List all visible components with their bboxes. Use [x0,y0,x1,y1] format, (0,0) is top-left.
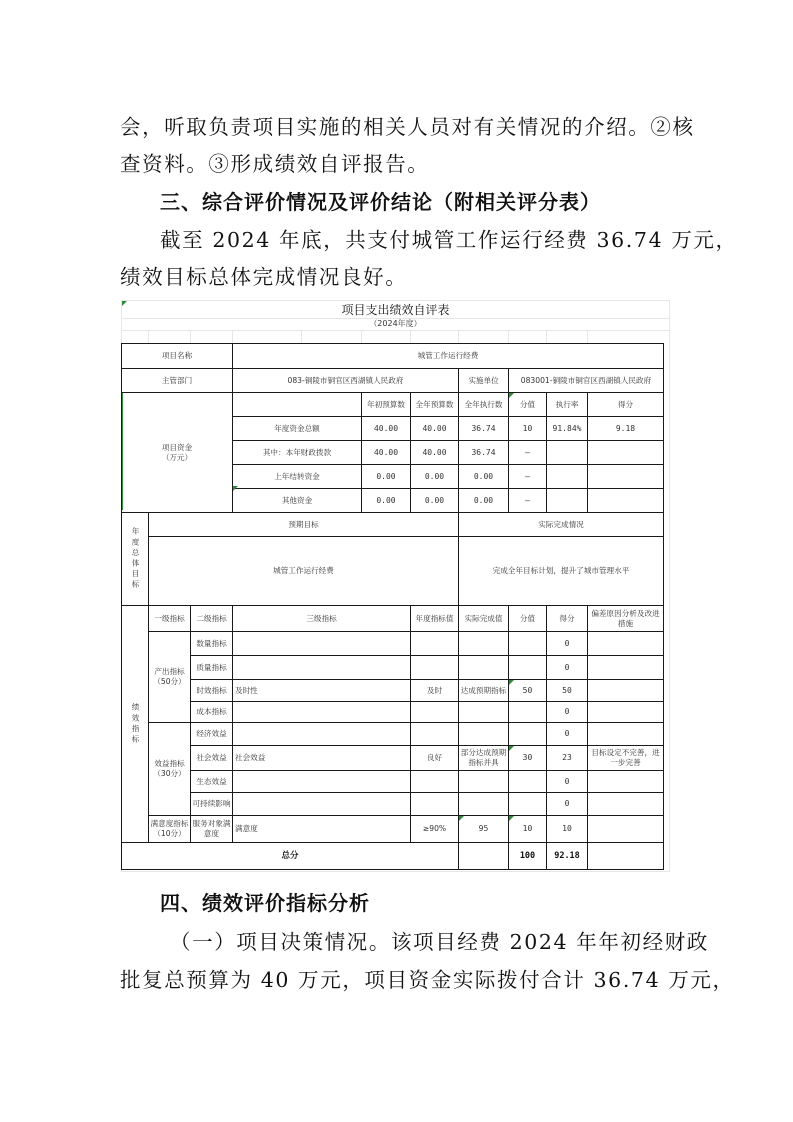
impl-value: 083001-铜陵市铜官区西湖镇人民政府 [508,368,664,393]
indicator-cell-l2: 经济效益 [190,722,233,746]
funds-cell-initial: 40.00 [361,416,411,441]
indicator-cell-l2: 质量指标 [190,655,233,680]
indicator-cell-l2: 社会效益 [190,745,233,771]
funds-label-text: 项目资金 （万元） [161,442,193,462]
indicator-cell-score: 0 [546,631,588,656]
funds-cell-label: 上年结转资金 [232,464,362,489]
total-score: 92.18 [546,842,588,870]
indicator-cell-value [508,722,547,746]
cell-comment-marker-icon [509,816,514,821]
funds-cell-executed: 36.74 [458,416,509,441]
funds-cell-executed: 0.00 [458,464,509,489]
funds-header: 分值 [508,392,547,417]
total-label: 总分 [121,842,459,870]
funds-cell-score-value: — [508,464,547,489]
funds-label [121,392,233,513]
indicator-header: 一级指标 [148,605,191,632]
annual-goal-side-label: 年度总体目标 [121,512,149,606]
indicator-cell-note: 目标设定不完善，进一步完善 [587,745,664,771]
indicator-cell-note [587,679,664,702]
indicator-cell-score: 10 [546,815,588,843]
indicator-cell-value: 30 [508,745,547,771]
performance-self-eval-table [121,300,670,871]
funds-cell-label: 其中：本年财政拨款 [232,440,362,465]
indicator-cell-score: 0 [546,770,588,793]
indicator-cell-actual: 95 [458,815,509,843]
indicator-cell-score: 0 [546,655,588,680]
dept-label: 主管部门 [121,368,233,393]
indicator-cell-l3 [232,792,411,816]
funds-cell-executed: 0.00 [458,488,509,513]
project-name-value: 城管工作运行经费 [232,343,664,369]
funds-header: 得分 [587,392,664,417]
indicator-cell-value [508,792,547,816]
indicator-header: 得分 [546,605,588,632]
indicator-cell-score: 23 [546,745,588,771]
funds-cell-annual: 40.00 [410,440,459,465]
funds-cell-score [587,464,664,489]
total-blank [458,842,509,870]
goal-actual-header: 实际完成情况 [458,512,664,537]
indicator-cell-l3 [232,722,411,746]
indicator-cell-note [587,722,664,746]
indicator-header: 分值 [508,605,547,632]
funds-header: 全年预算数 [410,392,459,417]
indicator-cell-note [587,815,664,843]
indicator-cell-score: 50 [546,679,588,702]
goal-expected-value: 城管工作运行经费 [148,536,459,606]
indicator-cell-actual [458,701,509,723]
indicator-header: 偏差原因分析及改进措施 [587,605,664,632]
indicator-cell-l3: 满意度 [232,815,411,843]
impl-label: 实施单位 [458,368,509,393]
funds-cell-rate: 91.84% [546,416,588,441]
indicator-cell-target [410,792,459,816]
funds-header: 执行率 [546,392,588,417]
indicator-cell-l2: 服务对象满意度 [190,815,233,843]
indicator-cell-note [587,631,664,656]
indicator-cell-value [508,701,547,723]
funds-cell-score-value: — [508,488,547,513]
indicator-cell-note [587,655,664,680]
level1-output: 产出指标（50分） [148,631,191,723]
table-subtitle: （2024年度） [369,319,422,328]
funds-cell-label: 年度资金总额 [232,416,362,441]
indicator-cell-actual [458,792,509,816]
indicator-cell-score: 0 [546,722,588,746]
funds-cell-annual: 0.00 [410,488,459,513]
cell-comment-marker-icon [233,486,238,491]
funds-cell-initial: 40.00 [361,440,411,465]
indicator-cell-target [410,701,459,723]
funds-cell-score-value: — [508,440,547,465]
section-heading-3: 三、综合评价情况及评价结论（附相关评分表） [160,190,601,214]
funds-cell-score-value: 10 [508,416,547,441]
indicator-cell-score: 0 [546,792,588,816]
funds-header-blank [232,392,362,417]
indicator-header: 二级指标 [190,605,233,632]
indicator-cell-l2: 时效指标 [190,679,233,702]
indicator-cell-l3 [232,770,411,793]
indicator-cell-target [410,655,459,680]
paragraph-line: 截至 2024 年底，共支付城管工作运行经费 36.74 万元， [160,228,738,252]
indicator-cell-actual [458,655,509,680]
paragraph-line: 批复总预算为 40 万元，项目资金实际拨付合计 36.74 万元， [120,968,735,992]
indicator-cell-value [508,631,547,656]
total-value: 100 [508,842,547,870]
indicator-cell-l3 [232,655,411,680]
cell-comment-marker-icon [509,746,514,751]
funds-cell-score: 9.18 [587,416,664,441]
indicator-header: 实际完成值 [458,605,509,632]
indicator-cell-l2: 可持续影响 [190,792,233,816]
indicator-cell-target: 及时 [410,679,459,702]
indicator-cell-note [587,792,664,816]
indicator-cell-value [508,770,547,793]
paragraph-line: 查资料。③形成绩效自评报告。 [120,152,430,176]
funds-cell-annual: 0.00 [410,464,459,489]
indicator-side-label: 绩效指标 [121,605,149,843]
funds-cell-initial: 0.00 [361,488,411,513]
indicator-cell-target: ≥90% [410,815,459,843]
dept-value: 083-铜陵市铜官区西湖镇人民政府 [232,368,459,393]
indicator-cell-l3: 及时性 [232,679,411,702]
paragraph-line: 会，听取负责项目实施的相关人员对有关情况的介绍。②核 [120,115,695,139]
funds-cell-label: 其他资金 [232,488,362,513]
funds-cell-rate [546,440,588,465]
indicator-cell-value: 10 [508,815,547,843]
indicator-cell-actual: 达成预期指标 [458,679,509,702]
indicator-cell-target [410,722,459,746]
funds-cell-score [587,440,664,465]
indicator-cell-target [410,631,459,656]
indicator-cell-actual [458,631,509,656]
funds-cell-score [587,488,664,513]
indicator-cell-note [587,770,664,793]
cell-comment-marker-icon [509,680,514,685]
indicator-cell-l3 [232,631,411,656]
funds-header: 全年执行数 [458,392,509,417]
indicator-cell-note [587,701,664,723]
indicator-cell-value [508,655,547,680]
indicator-cell-actual: 部分达成预期指标并具 [458,745,509,771]
table-title: 项目支出绩效自评表 [341,303,450,317]
cell-comment-marker-icon [509,393,514,398]
funds-cell-rate [546,464,588,489]
section-heading-4: 四、绩效评价指标分析 [160,891,370,915]
goal-actual-value: 完成全年目标计划，提升了城市管理水平 [458,536,664,606]
indicator-cell-target [410,770,459,793]
indicator-cell-l3 [232,701,411,723]
indicator-header: 年度指标值 [410,605,459,632]
paragraph-line: （一）项目决策情况。该项目经费 2024 年年初经财政 [170,930,709,954]
project-name-label: 项目名称 [121,343,233,369]
paragraph-line: 绩效目标总体完成情况良好。 [120,265,408,289]
level1-benefit: 效益指标（30分） [148,722,191,816]
indicator-cell-l3: 社会效益 [232,745,411,771]
funds-cell-annual: 40.00 [410,416,459,441]
indicator-cell-target: 良好 [410,745,459,771]
indicator-cell-score: 0 [546,701,588,723]
indicator-cell-l2: 生态效益 [190,770,233,793]
indicator-cell-l2: 数量指标 [190,631,233,656]
indicator-cell-l2: 成本指标 [190,701,233,723]
level1-satisfaction: 满意度指标（10分） [148,815,191,843]
total-note [587,842,664,870]
funds-cell-executed: 36.74 [458,440,509,465]
indicator-cell-value: 50 [508,679,547,702]
funds-cell-initial: 0.00 [361,464,411,489]
funds-header: 年初预算数 [361,392,411,417]
indicator-cell-actual [458,770,509,793]
funds-cell-rate [546,488,588,513]
cell-comment-marker-icon [459,816,464,821]
indicator-header: 三级指标 [232,605,411,632]
goal-expected-header: 预期目标 [148,512,459,537]
indicator-cell-actual [458,722,509,746]
